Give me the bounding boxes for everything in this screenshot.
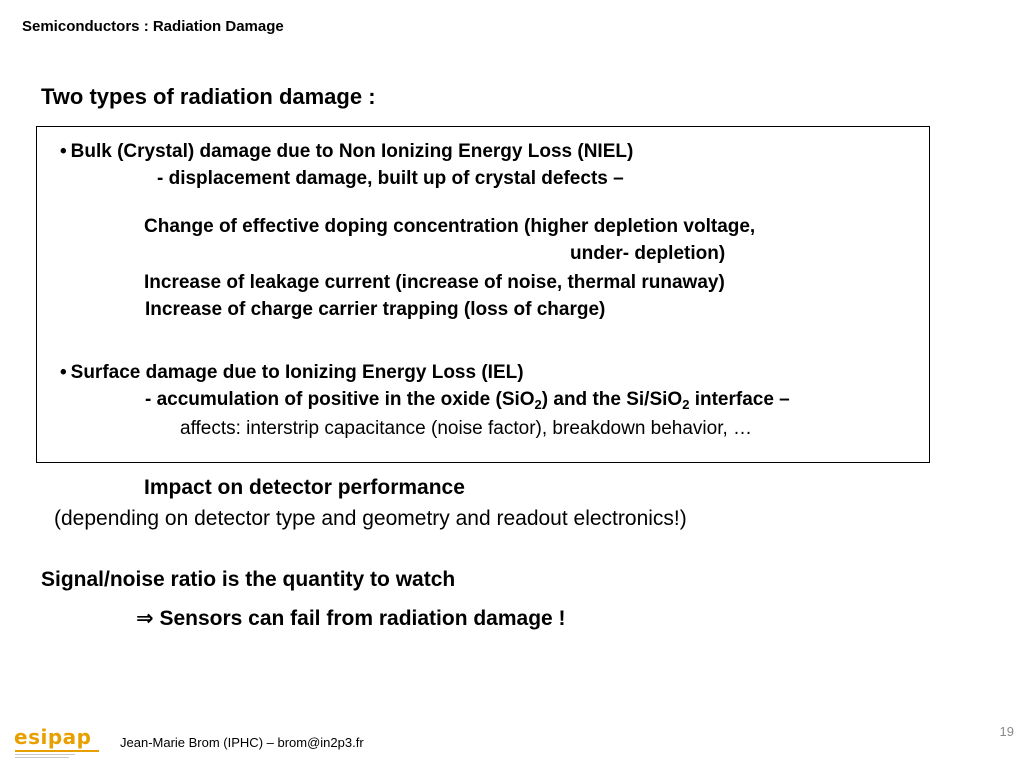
bullet-bulk-damage [60, 141, 633, 163]
bullet-surface-damage [60, 362, 524, 384]
esipap-logo-text: esipap [14, 725, 92, 749]
surface-sub-part2: ) and the Si/SiO [541, 389, 683, 410]
surface-affects: affects: interstrip capacitance (noise factor), breakdown behavior, … [180, 418, 753, 439]
effect-doping-line2: under- depletion) [570, 243, 726, 264]
signal-noise-statement: Signal/noise ratio is the quantity to watch [41, 568, 456, 591]
logo-subtext-line [15, 754, 75, 755]
surface-subpoint [145, 389, 790, 411]
bullet-bulk-text: Bulk (Crystal) damage due to Non Ionizing Energy Loss (NIEL) [70, 141, 634, 162]
bullet-surface-text: Surface damage due to Ionizing Energy Loss (IEL) [70, 362, 524, 383]
effect-trapping: Increase of charge carrier trapping (loss of charge) [145, 299, 606, 320]
impact-note: (depending on detector type and geometry and readout electronics!) [54, 507, 687, 530]
surface-sub-part1: - accumulation of positive in the oxide (SiO [145, 389, 535, 410]
logo-underline [15, 750, 99, 752]
esipap-logo [14, 725, 100, 761]
page-number: 19 [999, 724, 1014, 739]
impact-title: Impact on detector performance [144, 476, 465, 499]
conclusion-line [136, 606, 566, 631]
conclusion-text: Sensors can fail from radiation damage ! [153, 607, 566, 630]
subscript-2: 2 [682, 397, 690, 412]
bullet-icon: • [60, 141, 67, 162]
effect-leakage: Increase of leakage current (increase of noise, thermal runaway) [144, 272, 725, 293]
surface-sub-part3: interface – [689, 389, 790, 410]
slide-heading: Two types of radiation damage : [41, 84, 376, 109]
header-title: Semiconductors : Radiation Damage [22, 18, 284, 35]
logo-subtext-line [15, 757, 69, 758]
bullet-icon: • [60, 362, 67, 383]
effect-doping-line1: Change of effective doping concentration (higher depletion voltage, [144, 216, 756, 237]
subscript-2: 2 [534, 397, 542, 412]
implies-icon: ⇒ [136, 607, 154, 630]
bulk-subpoint: - displacement damage, built up of crystal defects – [157, 168, 624, 189]
footer-author: Jean-Marie Brom (IPHC) – brom@in2p3.fr [120, 735, 364, 750]
